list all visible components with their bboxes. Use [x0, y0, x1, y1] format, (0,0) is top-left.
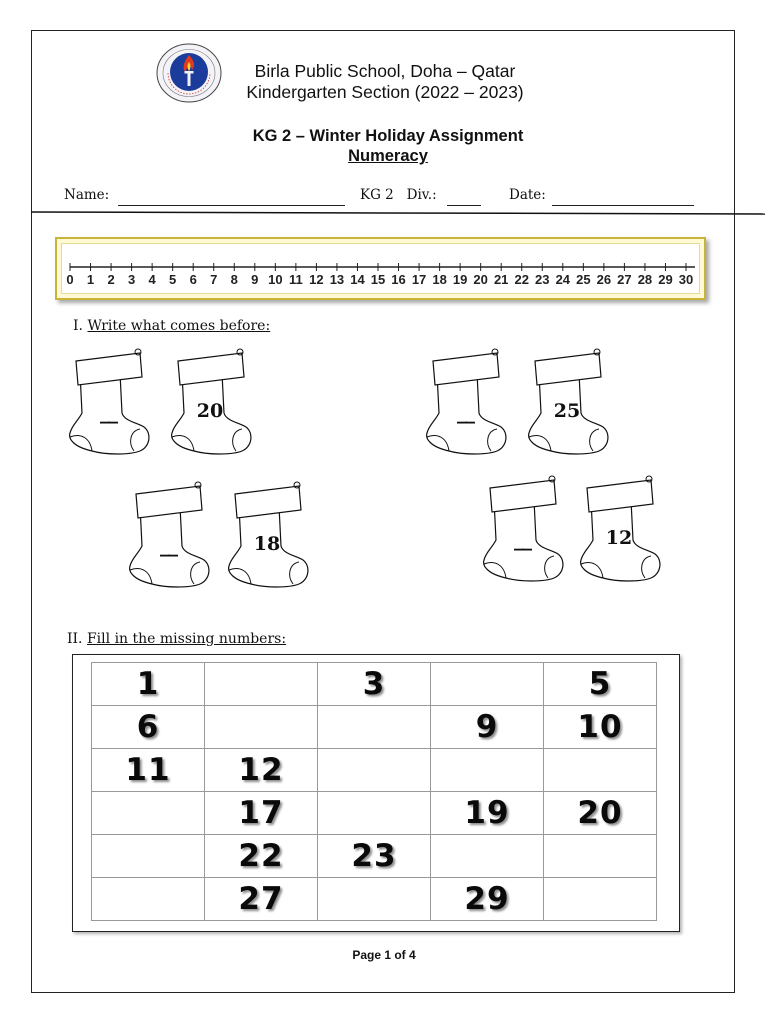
grid-row [92, 706, 657, 749]
number-line-label: 22 [514, 272, 529, 287]
grid-cell-number: 17 [205, 792, 318, 835]
name-blank[interactable] [118, 205, 345, 206]
grid-cell-number: 12 [205, 749, 318, 792]
number-line-label: 16 [391, 272, 406, 287]
school-section: Kindergarten Section (2022 – 2023) [246, 82, 524, 102]
date-blank[interactable] [552, 205, 694, 206]
number-line-label: 7 [210, 272, 218, 287]
missing-numbers-grid [72, 654, 680, 932]
grid-row [92, 878, 657, 921]
number-line-label: 29 [658, 272, 673, 287]
grid-row [92, 835, 657, 878]
number-line-label: 21 [493, 272, 509, 287]
grid-cell-number: 5 [544, 663, 657, 706]
section-1-heading [73, 318, 270, 334]
grid-cell-number: 19 [431, 792, 544, 835]
number-line-label: 5 [169, 272, 177, 287]
grid-row [92, 749, 657, 792]
page-footer: Page 1 of 4 [352, 948, 416, 962]
grid-cell-empty[interactable] [431, 835, 544, 878]
number-line-label: 30 [678, 272, 694, 287]
header-divider [31, 211, 765, 215]
number-line-label: 28 [637, 272, 653, 287]
number-line-label: 11 [288, 272, 303, 287]
grid-cell-number: 29 [431, 878, 544, 921]
grid-cell-number: 22 [205, 835, 318, 878]
answer-blank[interactable]: __ [100, 400, 116, 424]
grid-cell-number: 20 [544, 792, 657, 835]
section-2-numeral: II. [67, 631, 83, 647]
number-line-label: 2 [107, 272, 115, 287]
school-heading [215, 61, 555, 103]
school-name: Birla Public School, Doha – Qatar [254, 61, 516, 81]
given-number: 18 [253, 533, 281, 555]
number-line-label: 8 [230, 272, 238, 287]
assignment-subtitle: Numeracy [348, 147, 428, 165]
stocking-answer[interactable] [423, 347, 513, 465]
number-line-label: 14 [350, 272, 365, 287]
grid-cell-empty[interactable] [318, 749, 431, 792]
grid-cell-number: 9 [431, 706, 544, 749]
number-line-label: 17 [411, 272, 427, 287]
grid-row [92, 792, 657, 835]
stocking-answer[interactable] [66, 347, 156, 465]
number-line-label: 3 [127, 272, 136, 287]
stocking-given [577, 474, 667, 592]
grid-cell-number: 11 [92, 749, 205, 792]
grid-cell-empty[interactable] [205, 706, 318, 749]
date-label: Date: [509, 187, 546, 203]
class-div-label: KG 2 Div.: [360, 187, 437, 203]
stocking-given [168, 347, 258, 465]
division-blank[interactable] [447, 205, 481, 206]
number-line-label: 18 [432, 272, 447, 287]
number-line-label: 25 [576, 272, 591, 287]
given-number: 25 [553, 400, 581, 422]
grid-cell-empty[interactable] [92, 792, 205, 835]
number-line-label: 19 [452, 272, 468, 287]
given-number: 20 [196, 400, 224, 422]
stocking-answer[interactable] [480, 474, 570, 592]
grid-cell-number: 6 [92, 706, 205, 749]
grid-cell-empty[interactable] [544, 878, 657, 921]
school-logo [156, 43, 222, 103]
grid-row [92, 663, 657, 706]
number-line-label: 26 [596, 272, 612, 287]
stocking-given [525, 347, 615, 465]
number-line-label: 0 [66, 272, 74, 287]
number-line-label: 9 [251, 272, 259, 287]
number-line-label: 23 [535, 272, 550, 287]
assignment-title: KG 2 – Winter Holiday Assignment [252, 127, 524, 145]
grid-cell-empty[interactable] [544, 749, 657, 792]
answer-blank[interactable]: __ [514, 527, 530, 551]
grid-cell-empty[interactable] [431, 749, 544, 792]
grid-cell-empty[interactable] [205, 663, 318, 706]
number-line-label: 4 [148, 272, 156, 287]
number-line-inner [61, 243, 700, 294]
grid-cell-number: 10 [544, 706, 657, 749]
grid-cell-number: 23 [318, 835, 431, 878]
given-number: 12 [605, 527, 633, 549]
numbers-table [91, 662, 657, 921]
number-line-label: 13 [329, 272, 345, 287]
number-line [62, 244, 703, 297]
answer-blank[interactable]: __ [160, 533, 176, 557]
grid-cell-empty[interactable] [318, 706, 431, 749]
section-1-title: Write what comes before: [87, 318, 271, 334]
number-line-label: 15 [370, 272, 386, 287]
number-line-label: 27 [617, 272, 632, 287]
grid-cell-empty[interactable] [431, 663, 544, 706]
name-label: Name: [64, 187, 110, 203]
number-line-label: 12 [309, 272, 324, 287]
grid-cell-number: 27 [205, 878, 318, 921]
answer-blank[interactable]: __ [457, 400, 473, 424]
grid-cell-number: 3 [318, 663, 431, 706]
section-2-title: Fill in the missing numbers: [86, 631, 287, 647]
grid-cell-empty[interactable] [544, 835, 657, 878]
grid-cell-empty[interactable] [92, 878, 205, 921]
section-1-numeral: I. [73, 318, 83, 334]
stocking-given [225, 480, 315, 598]
grid-cell-number: 1 [92, 663, 205, 706]
section-2-heading [67, 631, 286, 647]
grid-cell-empty[interactable] [318, 878, 431, 921]
number-line-label: 24 [555, 272, 571, 287]
grid-cell-empty[interactable] [92, 835, 205, 878]
number-line-panel [55, 237, 706, 300]
grid-cell-empty[interactable] [318, 792, 431, 835]
number-line-label: 20 [473, 272, 488, 287]
number-line-label: 1 [86, 272, 95, 287]
number-line-label: 6 [189, 272, 197, 287]
number-line-label: 10 [268, 272, 283, 287]
stocking-answer[interactable] [126, 480, 216, 598]
